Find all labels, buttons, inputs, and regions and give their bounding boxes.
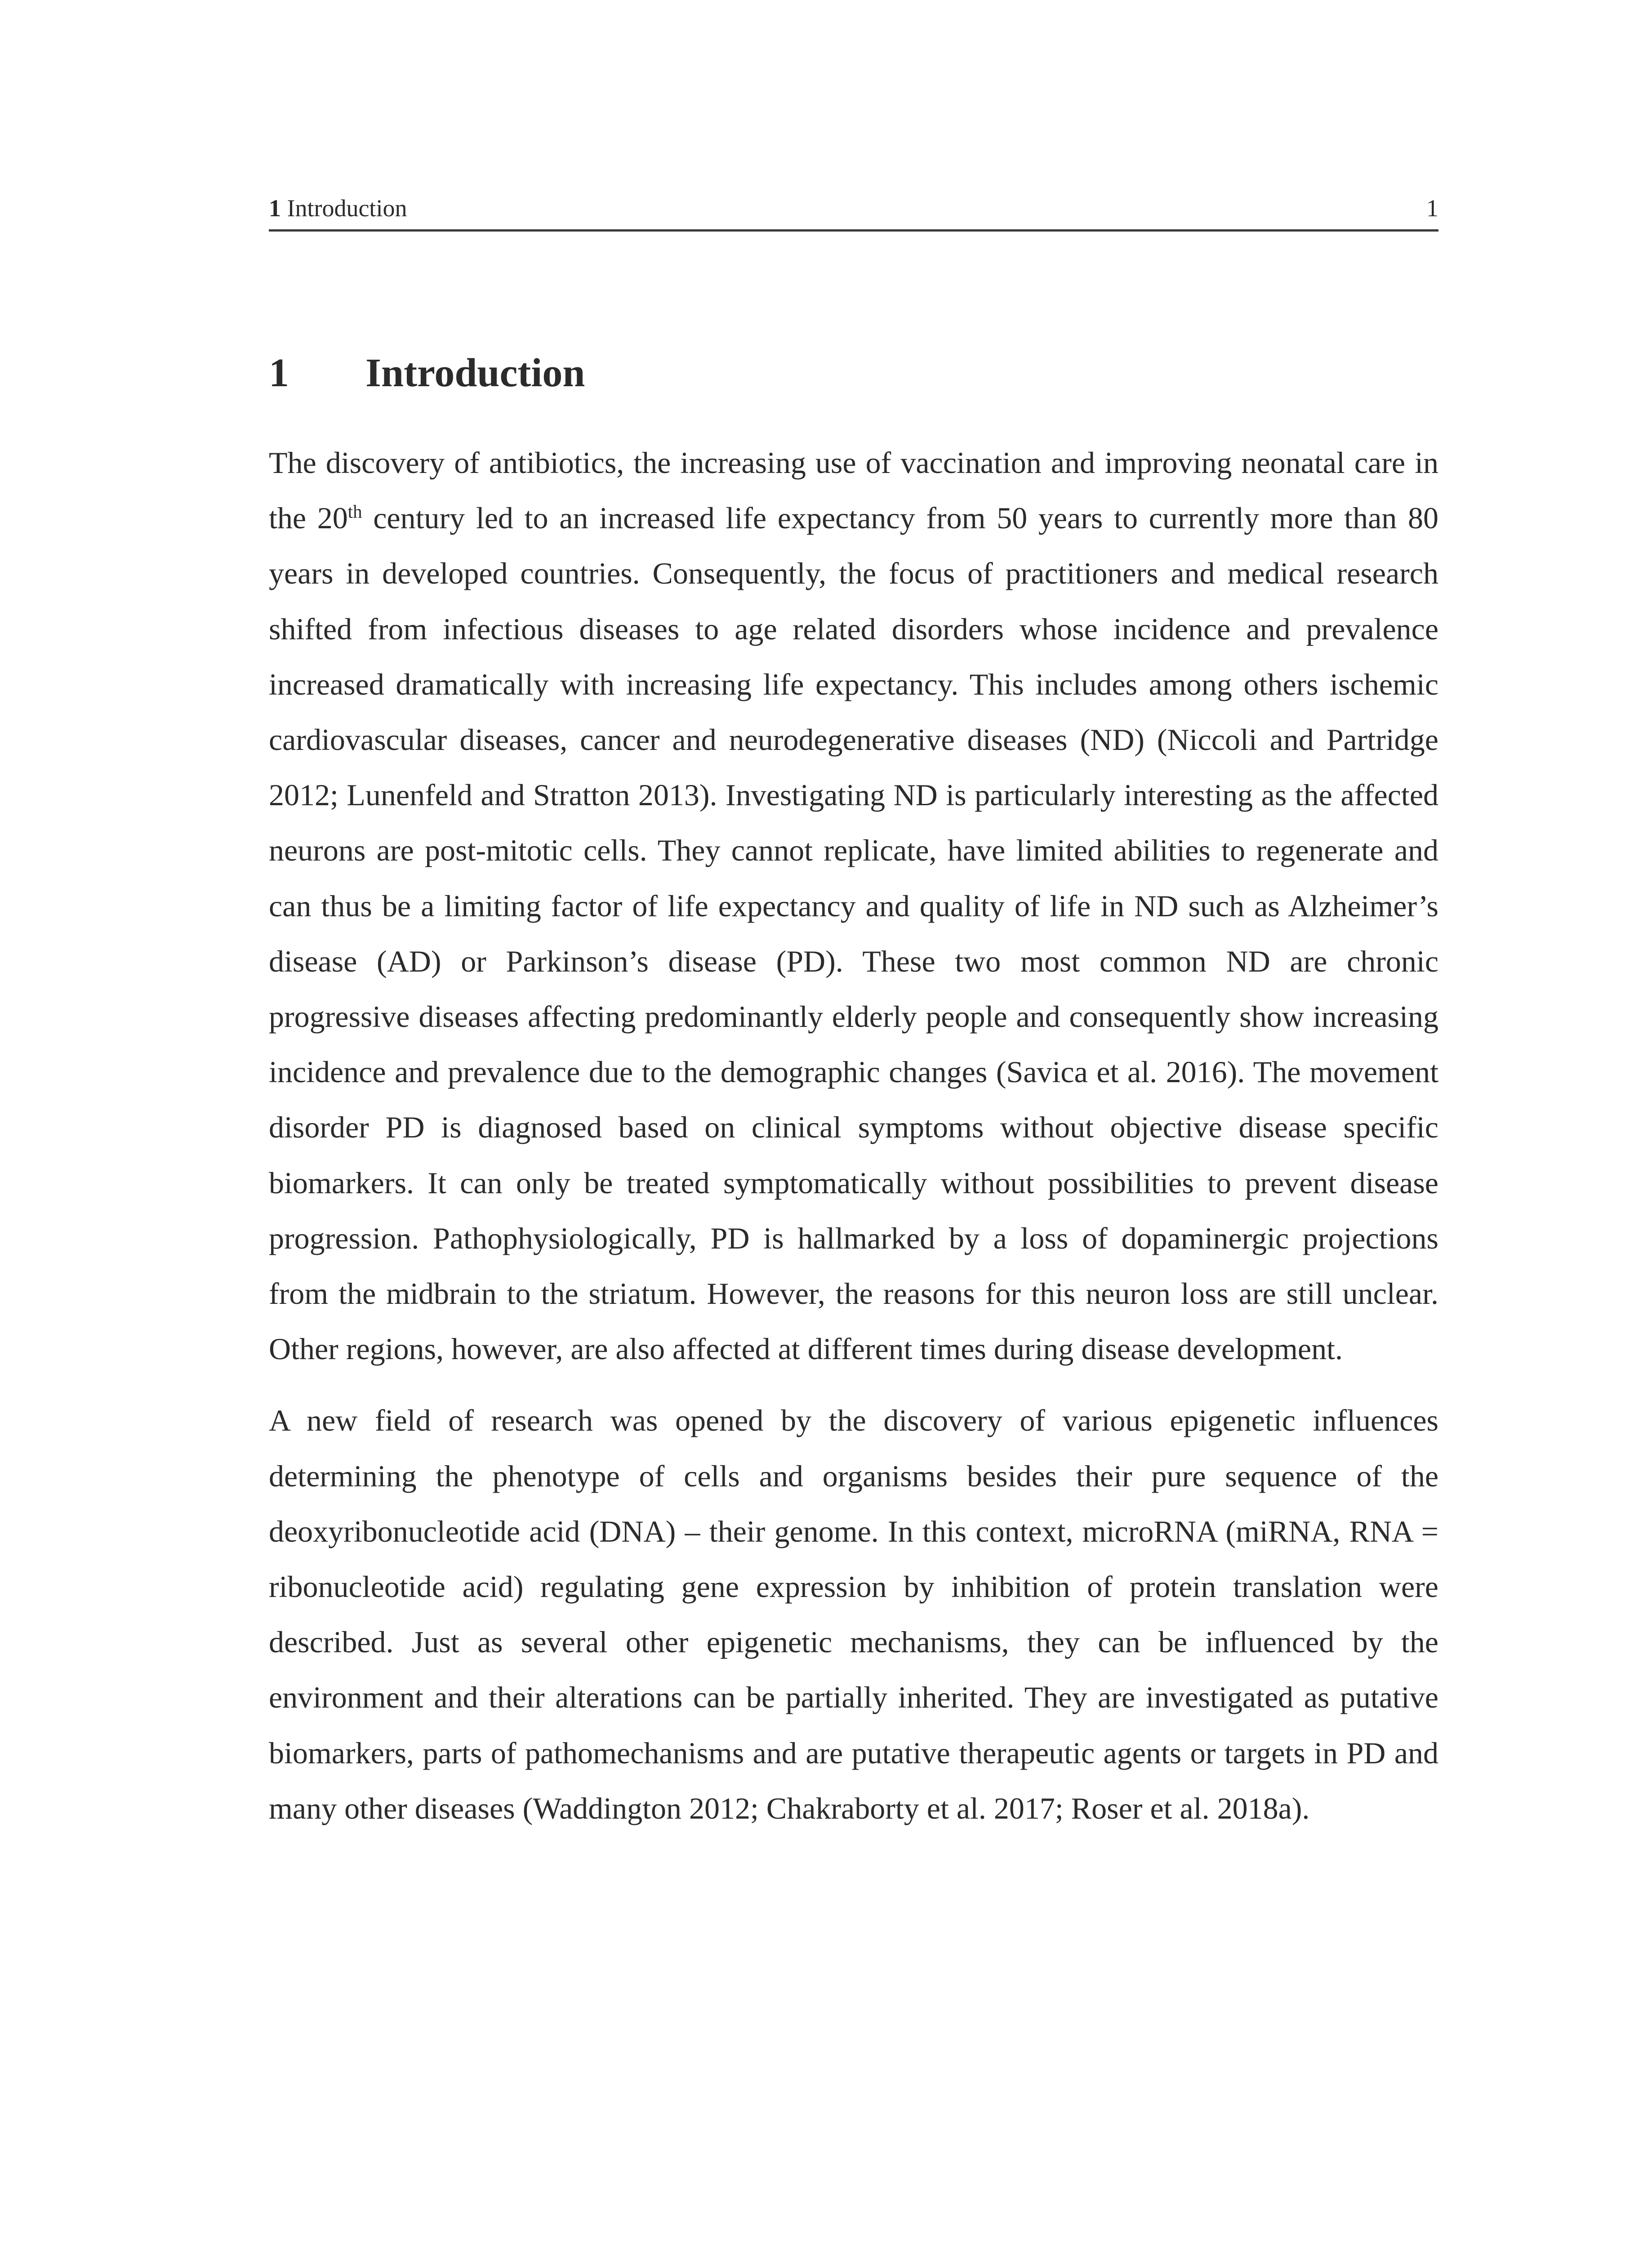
paragraph-1-part-b: century led to an increased life expectancy from 50 years to currently more than 80 years in developed countries. Consequently, the focus of practitioners and medical research shifted from infectious diseases to age related disorders whose incidence and prevalence increased dramatically with increasing life expectancy. This includes among others ischemic cardiovascular diseases, cancer and neurodegenerative diseases (ND) (Niccoli and Partridge 2012; Lunenfeld and Stratton 2013). Investigating ND is particularly interesting as the affected neurons are post-mitotic cells. They cannot replicate, have limited abilities to regenerate and can thus be a limiting factor of life expectancy and quality of life in ND such as Alzheimer’s disease (AD) or Parkinson’s disease (PD). These two most common ND are chronic progressive diseases affecting predominantly elderly people and consequently show increasing incidence and prevalence due to the demographic changes (Savica et al. 2016). The movement disorder PD is diagnosed based on clinical symptoms without objective disease specific biomarkers. It can only be treated symptomatically without possibilities to prevent disease progression. Pathophysiologically, PD is hallmarked by a loss of dopaminergic projections from the midbrain to the striatum. However, the reasons for this neuron loss are still unclear. Other regions, however, are also affected at different times during disease development. bbox=[269, 501, 1438, 1366]
running-header-section-title: Introduction bbox=[287, 195, 407, 222]
chapter-title: Introduction bbox=[365, 351, 585, 395]
chapter-number: 1 bbox=[269, 351, 289, 395]
paragraph-2: A new field of research was opened by the discovery of various epigenetic influences determining the phenotype of cells and organisms besides their pure sequence of the deoxyribonucleotide acid (DNA) – their genome. In this context, microRNA (miRNA, RNA = ribonucleotide acid) regulating gene expression by inhibition of protein translation were described. Just as several other epigenetic mechanisms, they can be influenced by the environment and their alterations can be partially inherited. They are investigated as putative biomarkers, parts of pathomechanisms and are putative therapeutic agents or targets in PD and many other diseases (Waddington 2012; Chakraborty et al. 2017; Roser et al. 2018a). bbox=[269, 1403, 1438, 1825]
ordinal-superscript: th bbox=[347, 501, 362, 522]
paragraph-1-part-a: The discovery of antibiotics, the increasing use of vaccination and improving neonatal care in the 20 bbox=[269, 446, 1438, 535]
body-text bbox=[269, 435, 1438, 1836]
running-header-section bbox=[269, 192, 407, 224]
running-header bbox=[269, 189, 1438, 232]
chapter-heading bbox=[269, 346, 585, 400]
running-header-section-number: 1 bbox=[269, 195, 281, 222]
page-number: 1 bbox=[1426, 195, 1438, 222]
paragraph-1 bbox=[269, 435, 1438, 1377]
